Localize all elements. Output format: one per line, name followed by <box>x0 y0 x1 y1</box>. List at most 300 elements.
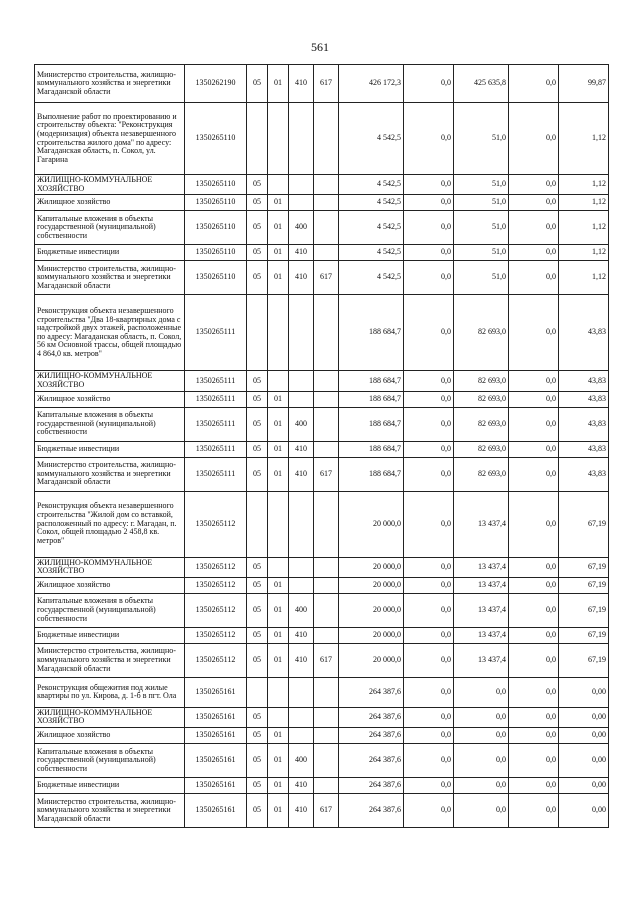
row-subsection: 01 <box>268 593 289 627</box>
row-amount-plan: 20 000,0 <box>339 627 404 643</box>
row-subsection <box>268 557 289 577</box>
row-expense-type: 410 <box>289 778 314 794</box>
row-amount-4: 0,0 <box>509 794 559 828</box>
row-amount-2: 0,0 <box>404 744 454 778</box>
table-row <box>35 261 609 295</box>
row-expense-type <box>289 677 314 707</box>
row-subsection <box>268 677 289 707</box>
table-row <box>35 211 609 245</box>
row-target-code: 1350265111 <box>185 371 247 391</box>
row-expense-type <box>289 103 314 175</box>
table-row <box>35 457 609 491</box>
row-admin-code <box>314 391 339 407</box>
row-amount-2: 0,0 <box>404 627 454 643</box>
row-target-code: 1350265110 <box>185 245 247 261</box>
row-percent: 43,83 <box>559 407 609 441</box>
row-name: Бюджетные инвестиции <box>35 627 185 643</box>
row-subsection: 01 <box>268 65 289 103</box>
row-amount-plan: 426 172,3 <box>339 65 404 103</box>
row-admin-code <box>314 103 339 175</box>
row-amount-2: 0,0 <box>404 371 454 391</box>
row-amount-2: 0,0 <box>404 245 454 261</box>
row-amount-2: 0,0 <box>404 103 454 175</box>
table-row <box>35 195 609 211</box>
row-expense-type <box>289 195 314 211</box>
row-admin-code: 617 <box>314 65 339 103</box>
row-name: Жилищное хозяйство <box>35 391 185 407</box>
row-name: ЖИЛИЩНО-КОММУНАЛЬНОЕ ХОЗЯЙСТВО <box>35 557 185 577</box>
table-row <box>35 593 609 627</box>
row-amount-executed: 82 693,0 <box>454 441 509 457</box>
row-section: 05 <box>247 707 268 727</box>
row-amount-plan: 188 684,7 <box>339 391 404 407</box>
row-amount-4: 0,0 <box>509 557 559 577</box>
row-target-code: 1350265111 <box>185 441 247 457</box>
row-amount-4: 0,0 <box>509 195 559 211</box>
row-expense-type: 400 <box>289 407 314 441</box>
row-admin-code <box>314 728 339 744</box>
row-section: 05 <box>247 794 268 828</box>
row-percent: 0,00 <box>559 794 609 828</box>
row-expense-type: 410 <box>289 65 314 103</box>
row-name: Бюджетные инвестиции <box>35 441 185 457</box>
row-admin-code <box>314 371 339 391</box>
row-section <box>247 491 268 557</box>
row-name: Министерство строительства, жилищно-коммунального хозяйства и энергетики Магаданской области <box>35 457 185 491</box>
row-admin-code <box>314 557 339 577</box>
row-amount-4: 0,0 <box>509 577 559 593</box>
row-subsection: 01 <box>268 457 289 491</box>
row-subsection <box>268 707 289 727</box>
row-expense-type: 400 <box>289 211 314 245</box>
table-row <box>35 707 609 727</box>
row-subsection <box>268 103 289 175</box>
row-amount-4: 0,0 <box>509 211 559 245</box>
row-amount-plan: 20 000,0 <box>339 577 404 593</box>
row-amount-executed: 0,0 <box>454 707 509 727</box>
table-row <box>35 744 609 778</box>
row-target-code: 1350265112 <box>185 491 247 557</box>
row-section: 05 <box>247 211 268 245</box>
row-target-code: 1350265110 <box>185 175 247 195</box>
row-amount-4: 0,0 <box>509 707 559 727</box>
row-name: ЖИЛИЩНО-КОММУНАЛЬНОЕ ХОЗЯЙСТВО <box>35 707 185 727</box>
row-admin-code <box>314 627 339 643</box>
row-amount-executed: 51,0 <box>454 261 509 295</box>
table-row <box>35 175 609 195</box>
row-section: 05 <box>247 778 268 794</box>
row-amount-plan: 264 387,6 <box>339 728 404 744</box>
row-amount-4: 0,0 <box>509 677 559 707</box>
row-section: 05 <box>247 744 268 778</box>
row-subsection: 01 <box>268 577 289 593</box>
row-percent: 67,19 <box>559 593 609 627</box>
row-amount-4: 0,0 <box>509 744 559 778</box>
row-amount-2: 0,0 <box>404 391 454 407</box>
row-expense-type: 410 <box>289 457 314 491</box>
row-expense-type: 410 <box>289 441 314 457</box>
row-amount-plan: 4 542,5 <box>339 261 404 295</box>
row-section: 05 <box>247 391 268 407</box>
row-amount-plan: 20 000,0 <box>339 593 404 627</box>
table-row <box>35 491 609 557</box>
row-amount-executed: 13 437,4 <box>454 491 509 557</box>
table-row <box>35 728 609 744</box>
row-amount-4: 0,0 <box>509 593 559 627</box>
row-amount-2: 0,0 <box>404 557 454 577</box>
row-admin-code <box>314 295 339 371</box>
row-admin-code: 617 <box>314 643 339 677</box>
row-admin-code <box>314 245 339 261</box>
row-expense-type: 410 <box>289 627 314 643</box>
row-name: Министерство строительства, жилищно-коммунального хозяйства и энергетики Магаданской области <box>35 65 185 103</box>
table-row <box>35 295 609 371</box>
row-name: Реконструкция общежития под жилые квартиры по ул. Кирова, д. 1-б в пгт. Ола <box>35 677 185 707</box>
row-admin-code <box>314 175 339 195</box>
row-percent: 1,12 <box>559 195 609 211</box>
row-expense-type <box>289 728 314 744</box>
row-admin-code: 617 <box>314 794 339 828</box>
row-target-code: 1350262190 <box>185 65 247 103</box>
row-section: 05 <box>247 65 268 103</box>
page-number: 561 <box>311 40 329 54</box>
row-amount-executed: 51,0 <box>454 195 509 211</box>
row-amount-2: 0,0 <box>404 794 454 828</box>
row-amount-executed: 82 693,0 <box>454 391 509 407</box>
row-amount-2: 0,0 <box>404 211 454 245</box>
row-percent: 67,19 <box>559 627 609 643</box>
row-admin-code <box>314 593 339 627</box>
row-admin-code <box>314 744 339 778</box>
row-percent: 0,00 <box>559 778 609 794</box>
row-amount-plan: 4 542,5 <box>339 103 404 175</box>
row-subsection: 01 <box>268 195 289 211</box>
row-name: Капитальные вложения в объекты государственной (муниципальной) собственности <box>35 593 185 627</box>
row-amount-2: 0,0 <box>404 677 454 707</box>
row-amount-2: 0,0 <box>404 175 454 195</box>
row-amount-2: 0,0 <box>404 577 454 593</box>
row-section: 05 <box>247 593 268 627</box>
row-amount-2: 0,0 <box>404 643 454 677</box>
row-section: 05 <box>247 407 268 441</box>
row-amount-4: 0,0 <box>509 627 559 643</box>
table-row <box>35 65 609 103</box>
row-name: Жилищное хозяйство <box>35 728 185 744</box>
row-amount-2: 0,0 <box>404 195 454 211</box>
row-percent: 43,83 <box>559 391 609 407</box>
row-name: Капитальные вложения в объекты государственной (муниципальной) собственности <box>35 211 185 245</box>
row-percent: 1,12 <box>559 261 609 295</box>
row-subsection: 01 <box>268 744 289 778</box>
table-row <box>35 391 609 407</box>
table-row <box>35 794 609 828</box>
row-amount-plan: 188 684,7 <box>339 371 404 391</box>
row-expense-type <box>289 371 314 391</box>
row-expense-type: 410 <box>289 245 314 261</box>
row-percent: 43,83 <box>559 441 609 457</box>
row-admin-code <box>314 707 339 727</box>
budget-table <box>34 64 609 828</box>
row-target-code: 1350265111 <box>185 457 247 491</box>
row-section: 05 <box>247 175 268 195</box>
row-amount-4: 0,0 <box>509 261 559 295</box>
table-row <box>35 103 609 175</box>
row-amount-plan: 264 387,6 <box>339 707 404 727</box>
row-section: 05 <box>247 627 268 643</box>
row-amount-4: 0,0 <box>509 103 559 175</box>
row-amount-executed: 0,0 <box>454 728 509 744</box>
row-amount-plan: 4 542,5 <box>339 195 404 211</box>
row-amount-executed: 0,0 <box>454 778 509 794</box>
row-amount-2: 0,0 <box>404 261 454 295</box>
row-amount-plan: 188 684,7 <box>339 295 404 371</box>
row-section: 05 <box>247 457 268 491</box>
row-amount-executed: 51,0 <box>454 211 509 245</box>
row-name: Бюджетные инвестиции <box>35 778 185 794</box>
row-section: 05 <box>247 643 268 677</box>
row-amount-executed: 425 635,8 <box>454 65 509 103</box>
row-percent: 0,00 <box>559 744 609 778</box>
row-subsection <box>268 371 289 391</box>
row-percent: 43,83 <box>559 371 609 391</box>
row-expense-type <box>289 557 314 577</box>
row-section: 05 <box>247 728 268 744</box>
row-name: Министерство строительства, жилищно-коммунального хозяйства и энергетики Магаданской области <box>35 261 185 295</box>
row-section <box>247 677 268 707</box>
row-admin-code <box>314 407 339 441</box>
row-percent: 1,12 <box>559 211 609 245</box>
row-section: 05 <box>247 441 268 457</box>
row-amount-plan: 20 000,0 <box>339 491 404 557</box>
row-percent: 67,19 <box>559 643 609 677</box>
row-amount-2: 0,0 <box>404 593 454 627</box>
row-amount-4: 0,0 <box>509 407 559 441</box>
table-row <box>35 371 609 391</box>
row-name: Капитальные вложения в объекты государственной (муниципальной) собственности <box>35 407 185 441</box>
row-amount-4: 0,0 <box>509 778 559 794</box>
row-expense-type <box>289 577 314 593</box>
row-expense-type: 400 <box>289 744 314 778</box>
row-amount-4: 0,0 <box>509 391 559 407</box>
row-admin-code: 617 <box>314 261 339 295</box>
row-admin-code <box>314 441 339 457</box>
table-row <box>35 643 609 677</box>
row-amount-plan: 264 387,6 <box>339 744 404 778</box>
row-amount-2: 0,0 <box>404 491 454 557</box>
row-expense-type <box>289 295 314 371</box>
table-row <box>35 407 609 441</box>
table-row <box>35 577 609 593</box>
row-admin-code <box>314 211 339 245</box>
row-subsection: 01 <box>268 245 289 261</box>
row-subsection: 01 <box>268 391 289 407</box>
row-percent: 99,87 <box>559 65 609 103</box>
row-section: 05 <box>247 577 268 593</box>
row-name: Бюджетные инвестиции <box>35 245 185 261</box>
row-percent: 67,19 <box>559 491 609 557</box>
row-amount-4: 0,0 <box>509 175 559 195</box>
row-subsection: 01 <box>268 211 289 245</box>
row-amount-2: 0,0 <box>404 65 454 103</box>
row-amount-plan: 20 000,0 <box>339 643 404 677</box>
row-amount-2: 0,0 <box>404 457 454 491</box>
row-expense-type: 410 <box>289 794 314 828</box>
row-target-code: 1350265110 <box>185 211 247 245</box>
row-admin-code <box>314 778 339 794</box>
row-target-code: 1350265110 <box>185 195 247 211</box>
row-amount-4: 0,0 <box>509 295 559 371</box>
row-amount-plan: 4 542,5 <box>339 245 404 261</box>
row-name: Капитальные вложения в объекты государственной (муниципальной) собственности <box>35 744 185 778</box>
row-target-code: 1350265111 <box>185 407 247 441</box>
row-amount-4: 0,0 <box>509 457 559 491</box>
row-amount-2: 0,0 <box>404 295 454 371</box>
row-percent: 1,12 <box>559 245 609 261</box>
row-target-code: 1350265111 <box>185 391 247 407</box>
row-name: Реконструкция объекта незавершенного строительства "Жилой дом со вставкой, расположенный по адресу: г. Магадан, п. Сокол, общей площадью 2 458,8 кв. метров" <box>35 491 185 557</box>
table-row <box>35 677 609 707</box>
row-name: Министерство строительства, жилищно-коммунального хозяйства и энергетики Магаданской области <box>35 643 185 677</box>
row-amount-plan: 188 684,7 <box>339 407 404 441</box>
row-amount-plan: 4 542,5 <box>339 175 404 195</box>
row-amount-executed: 51,0 <box>454 175 509 195</box>
row-amount-executed: 0,0 <box>454 744 509 778</box>
row-amount-executed: 0,0 <box>454 677 509 707</box>
row-percent: 1,12 <box>559 103 609 175</box>
row-amount-2: 0,0 <box>404 441 454 457</box>
row-percent: 0,00 <box>559 677 609 707</box>
row-section: 05 <box>247 557 268 577</box>
row-amount-executed: 82 693,0 <box>454 295 509 371</box>
row-amount-plan: 188 684,7 <box>339 457 404 491</box>
row-amount-4: 0,0 <box>509 245 559 261</box>
row-target-code: 1350265161 <box>185 794 247 828</box>
row-expense-type <box>289 175 314 195</box>
row-percent: 1,12 <box>559 175 609 195</box>
table-row <box>35 557 609 577</box>
row-subsection: 01 <box>268 794 289 828</box>
row-amount-plan: 20 000,0 <box>339 557 404 577</box>
row-amount-4: 0,0 <box>509 643 559 677</box>
row-name: Реконструкция объекта незавершенного строительства "Два 18-квартирных дома с надстройкой двух этажей, расположенные по адресу: Магаданская область, п. Сокол, 56 км Основной трассы, общей площадью 4 864,0 кв. метров" <box>35 295 185 371</box>
row-amount-executed: 13 437,4 <box>454 593 509 627</box>
row-amount-executed: 82 693,0 <box>454 457 509 491</box>
row-amount-2: 0,0 <box>404 728 454 744</box>
table-row <box>35 441 609 457</box>
row-amount-executed: 13 437,4 <box>454 643 509 677</box>
row-amount-plan: 264 387,6 <box>339 778 404 794</box>
row-percent: 43,83 <box>559 295 609 371</box>
row-expense-type <box>289 707 314 727</box>
row-name: ЖИЛИЩНО-КОММУНАЛЬНОЕ ХОЗЯЙСТВО <box>35 175 185 195</box>
row-expense-type: 410 <box>289 261 314 295</box>
row-name: Министерство строительства, жилищно-коммунального хозяйства и энергетики Магаданской области <box>35 794 185 828</box>
row-amount-4: 0,0 <box>509 65 559 103</box>
row-amount-4: 0,0 <box>509 728 559 744</box>
row-amount-2: 0,0 <box>404 778 454 794</box>
row-amount-2: 0,0 <box>404 707 454 727</box>
row-target-code: 1350265112 <box>185 627 247 643</box>
row-name: Жилищное хозяйство <box>35 577 185 593</box>
row-amount-executed: 82 693,0 <box>454 407 509 441</box>
row-target-code: 1350265111 <box>185 295 247 371</box>
row-subsection: 01 <box>268 643 289 677</box>
row-percent: 67,19 <box>559 557 609 577</box>
row-section: 05 <box>247 261 268 295</box>
row-percent: 0,00 <box>559 728 609 744</box>
row-target-code: 1350265112 <box>185 557 247 577</box>
row-section: 05 <box>247 245 268 261</box>
row-admin-code: 617 <box>314 457 339 491</box>
row-amount-plan: 188 684,7 <box>339 441 404 457</box>
row-amount-executed: 13 437,4 <box>454 627 509 643</box>
row-subsection: 01 <box>268 728 289 744</box>
row-section <box>247 103 268 175</box>
row-amount-plan: 264 387,6 <box>339 794 404 828</box>
row-target-code: 1350265161 <box>185 728 247 744</box>
row-subsection <box>268 295 289 371</box>
row-percent: 43,83 <box>559 457 609 491</box>
row-target-code: 1350265112 <box>185 643 247 677</box>
row-amount-4: 0,0 <box>509 491 559 557</box>
row-name: ЖИЛИЩНО-КОММУНАЛЬНОЕ ХОЗЯЙСТВО <box>35 371 185 391</box>
row-amount-executed: 13 437,4 <box>454 557 509 577</box>
row-amount-plan: 264 387,6 <box>339 677 404 707</box>
row-percent: 0,00 <box>559 707 609 727</box>
row-target-code: 1350265110 <box>185 261 247 295</box>
row-name: Выполнение работ по проектированию и строительству объекта: "Реконструкция (модернизация) объекта незавершенного строительства жилого дома" по адресу: Магаданская область, п. Сокол, ул. Гагарина <box>35 103 185 175</box>
row-admin-code <box>314 677 339 707</box>
table-body <box>35 65 609 828</box>
row-amount-4: 0,0 <box>509 371 559 391</box>
row-amount-executed: 82 693,0 <box>454 371 509 391</box>
row-subsection <box>268 175 289 195</box>
row-section <box>247 295 268 371</box>
row-subsection: 01 <box>268 261 289 295</box>
row-subsection: 01 <box>268 441 289 457</box>
row-expense-type <box>289 391 314 407</box>
row-percent: 67,19 <box>559 577 609 593</box>
row-admin-code <box>314 491 339 557</box>
row-amount-4: 0,0 <box>509 441 559 457</box>
row-amount-plan: 4 542,5 <box>339 211 404 245</box>
row-expense-type <box>289 491 314 557</box>
row-subsection: 01 <box>268 778 289 794</box>
row-admin-code <box>314 577 339 593</box>
row-subsection <box>268 491 289 557</box>
row-section: 05 <box>247 371 268 391</box>
row-section: 05 <box>247 195 268 211</box>
row-target-code: 1350265112 <box>185 577 247 593</box>
row-target-code: 1350265110 <box>185 103 247 175</box>
row-expense-type: 400 <box>289 593 314 627</box>
table-row <box>35 627 609 643</box>
row-subsection: 01 <box>268 407 289 441</box>
row-target-code: 1350265161 <box>185 677 247 707</box>
row-expense-type: 410 <box>289 643 314 677</box>
row-admin-code <box>314 195 339 211</box>
row-subsection: 01 <box>268 627 289 643</box>
row-target-code: 1350265161 <box>185 744 247 778</box>
row-amount-executed: 51,0 <box>454 245 509 261</box>
row-amount-executed: 0,0 <box>454 794 509 828</box>
row-target-code: 1350265112 <box>185 593 247 627</box>
table-row <box>35 245 609 261</box>
table-row <box>35 778 609 794</box>
row-target-code: 1350265161 <box>185 707 247 727</box>
row-name: Жилищное хозяйство <box>35 195 185 211</box>
row-amount-executed: 13 437,4 <box>454 577 509 593</box>
